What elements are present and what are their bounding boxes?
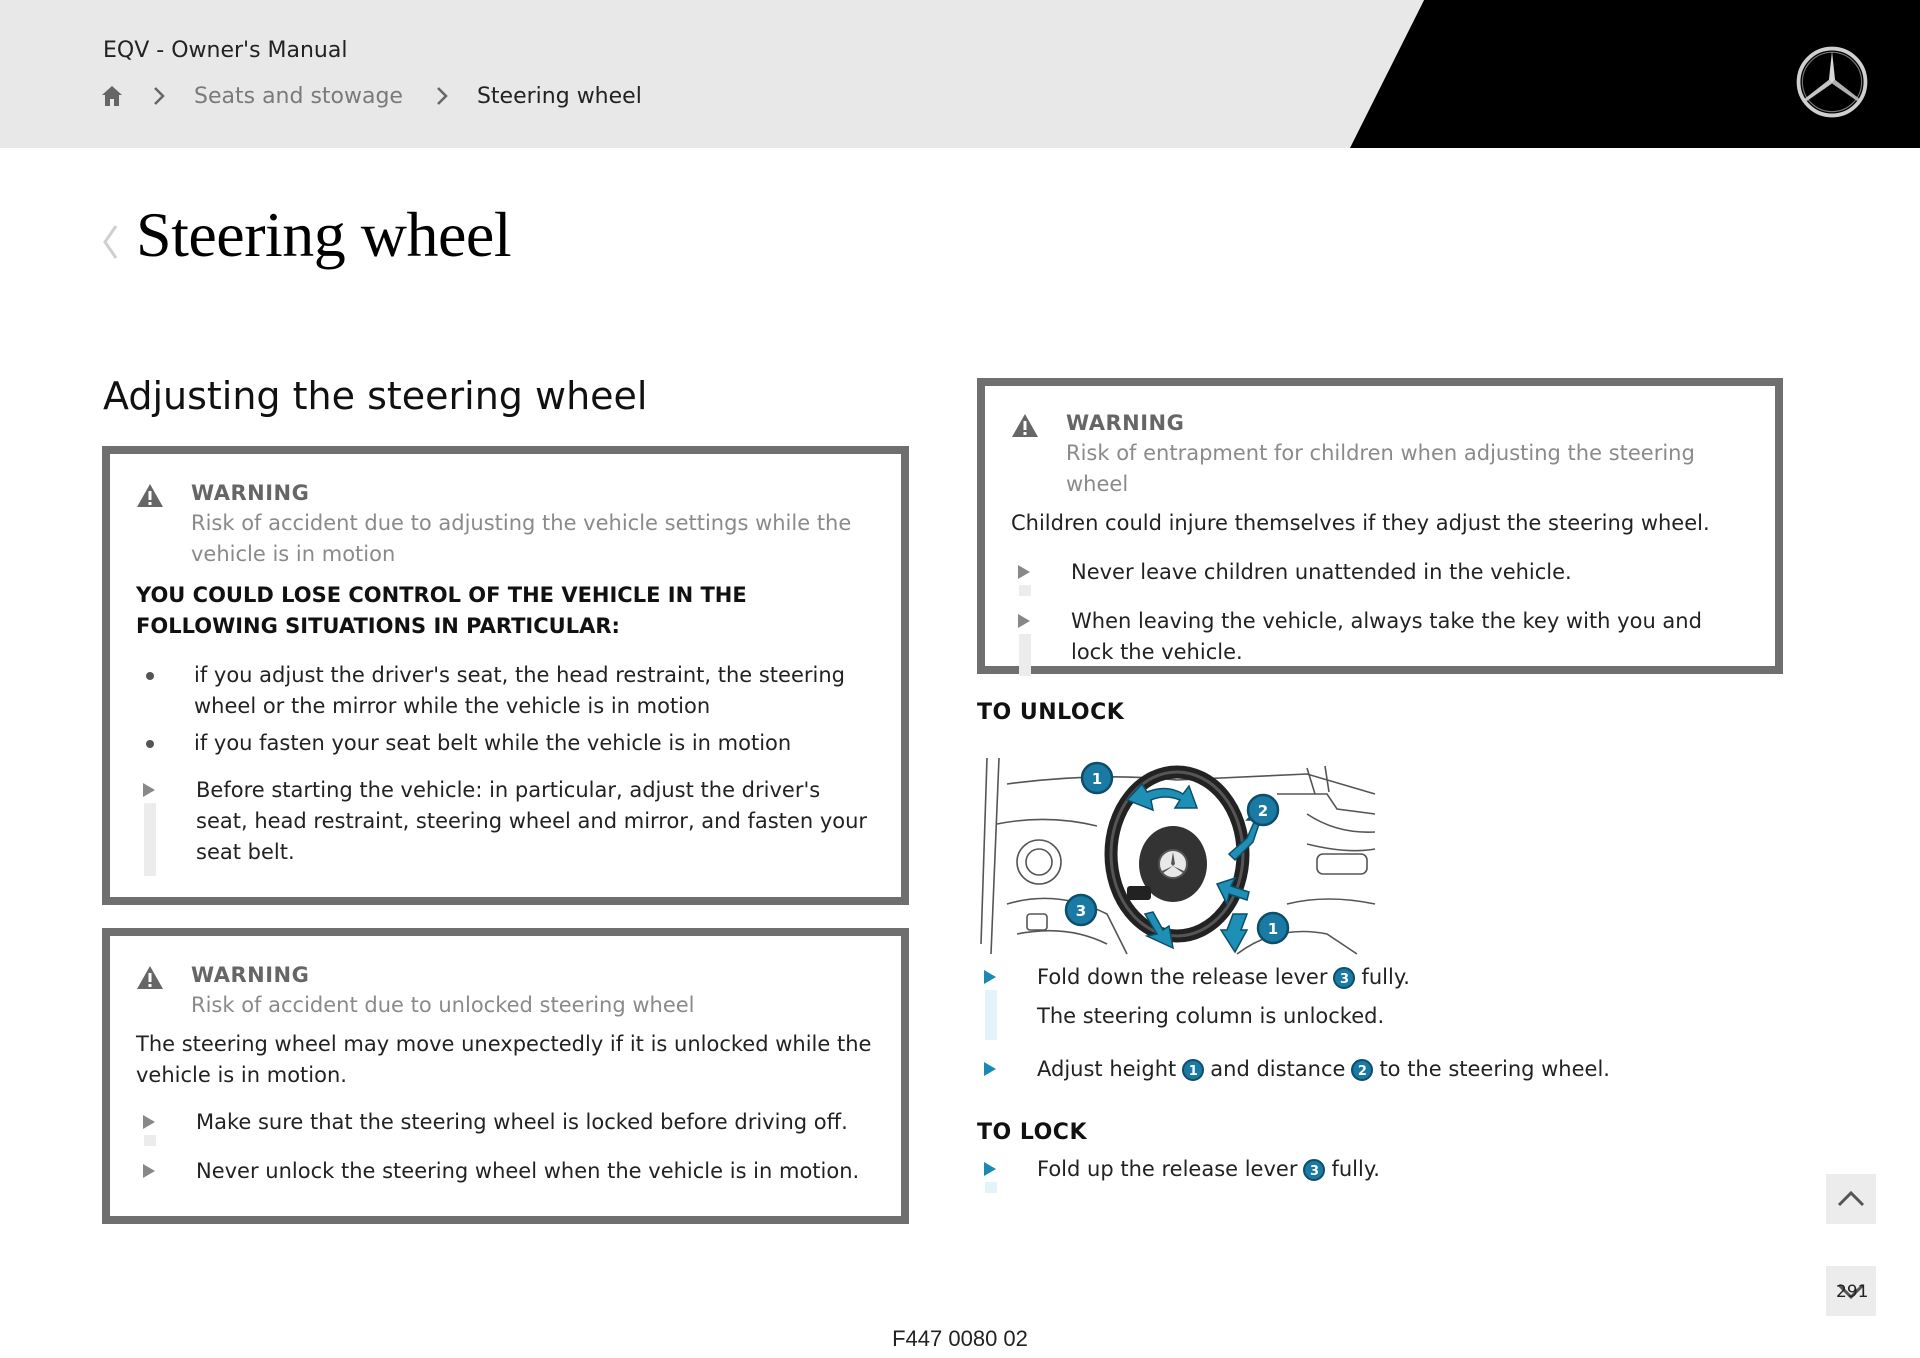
- step-arrow-icon: [983, 1061, 997, 1077]
- step-item: Never leave children unattended in the vehicle.: [1011, 557, 1749, 588]
- warning-label: WARNING: [191, 481, 310, 505]
- warning-triangle-icon: [136, 483, 164, 508]
- step-arrow-icon: [142, 1163, 156, 1179]
- warning-header: [136, 478, 875, 570]
- warning-header: [1011, 408, 1749, 500]
- lock-heading: TO LOCK: [977, 1120, 1087, 1145]
- callout-label: 1: [1091, 770, 1103, 788]
- step-item: Fold down the release lever 3 fully. The steering column is unlocked.: [977, 962, 1637, 1032]
- warning-text: Children could injure themselves if they adjust the steering wheel.: [1011, 511, 1710, 535]
- step-arrow-icon: [983, 969, 997, 985]
- step-bar: [1019, 585, 1031, 596]
- steering-wheel-illustration: [977, 754, 1379, 958]
- chevron-right-icon: [435, 85, 449, 107]
- page-number: 291: [1836, 1282, 1869, 1302]
- step-item: Never unlock the steering wheel when the vehicle is in motion.: [136, 1156, 875, 1187]
- warning-triangle-icon: [136, 965, 164, 990]
- step-arrow-icon: [1017, 613, 1031, 629]
- step-bar: [144, 1135, 156, 1146]
- warning-header: [136, 960, 875, 1021]
- warning-subtitle: Risk of entrapment for children when adjusting the steering wheel: [1066, 441, 1695, 496]
- callout-badge: 3: [1303, 1159, 1325, 1181]
- page-title: Steering wheel: [136, 199, 512, 270]
- back-chevron-icon[interactable]: [100, 222, 120, 262]
- callout-label: 3: [1075, 902, 1087, 920]
- bullet-list: [136, 660, 875, 759]
- chevron-up-icon: [1836, 1189, 1866, 1209]
- step-arrow-icon: [983, 1161, 997, 1177]
- section-title: Adjusting the steering wheel: [103, 374, 648, 418]
- list-item: if you adjust the driver's seat, the head restraint, the steering wheel or the mirror while the vehicle is in motion: [136, 660, 875, 722]
- warning-subtitle: Risk of accident due to unlocked steering wheel: [191, 993, 695, 1017]
- warning-text: The steering wheel may move unexpectedly if it is unlocked while the vehicle is in motion.: [136, 1032, 872, 1087]
- unlock-steps: [977, 962, 1637, 1085]
- step-item: Fold up the release lever 3 fully.: [977, 1154, 1637, 1185]
- list-item: if you fasten your seat belt while the vehicle is in motion: [136, 728, 875, 759]
- callout-label: 2: [1257, 802, 1269, 820]
- app-title: EQV - Owner's Manual: [103, 38, 348, 63]
- step-result: The steering column is unlocked.: [1037, 1004, 1385, 1028]
- warning-box-children: [977, 378, 1783, 674]
- step-arrow-icon: [142, 782, 156, 798]
- step-bar: [144, 803, 156, 876]
- chevron-right-icon: [152, 85, 166, 107]
- breadcrumb-link-seats[interactable]: Seats and stowage: [194, 83, 403, 109]
- step-bar: [985, 990, 997, 1040]
- step-item: Adjust height 1 and distance 2 to the steering wheel.: [977, 1054, 1637, 1085]
- step-item: Make sure that the steering wheel is locked before driving off.: [136, 1107, 875, 1138]
- scroll-up-button[interactable]: [1826, 1174, 1876, 1224]
- step-bar: [1019, 634, 1031, 676]
- document-code: F447 0080 02: [892, 1326, 1028, 1351]
- callout-label: 1: [1267, 920, 1279, 938]
- warning-box-unlocked: [102, 928, 909, 1224]
- step-arrow-icon: [1017, 564, 1031, 580]
- header-bar: [0, 0, 1920, 148]
- warning-label: WARNING: [1066, 411, 1185, 435]
- brand-star-logo-icon[interactable]: [1794, 44, 1870, 120]
- home-icon[interactable]: [100, 84, 124, 108]
- lock-steps: [977, 1154, 1637, 1185]
- warning-box-motion: [102, 446, 909, 905]
- breadcrumb: [100, 80, 642, 112]
- callout-badge: 1: [1182, 1059, 1204, 1081]
- callout-badge: 3: [1333, 967, 1355, 989]
- warning-label: WARNING: [191, 963, 310, 987]
- warning-subtitle: Risk of accident due to adjusting the vehicle settings while the vehicle is in motion: [191, 511, 852, 566]
- step-item: Before starting the vehicle: in particular, adjust the driver's seat, head restraint, steering wheel and mirror, and fasten your seat belt.: [136, 775, 875, 868]
- callout-badge: 2: [1351, 1059, 1373, 1081]
- unlock-heading: TO UNLOCK: [977, 700, 1125, 725]
- step-item: When leaving the vehicle, always take the key with you and lock the vehicle.: [1011, 606, 1749, 668]
- breadcrumb-current: Steering wheel: [476, 83, 642, 109]
- warning-triangle-icon: [1011, 413, 1039, 438]
- step-arrow-icon: [142, 1114, 156, 1130]
- bullet-dot-icon: [146, 740, 154, 748]
- bullet-dot-icon: [146, 672, 154, 680]
- step-bar: [985, 1182, 997, 1193]
- warning-caps-text: YOU COULD LOSE CONTROL OF THE VEHICLE IN THE FOLLOWING SITUATIONS IN PARTICULAR:: [136, 583, 747, 638]
